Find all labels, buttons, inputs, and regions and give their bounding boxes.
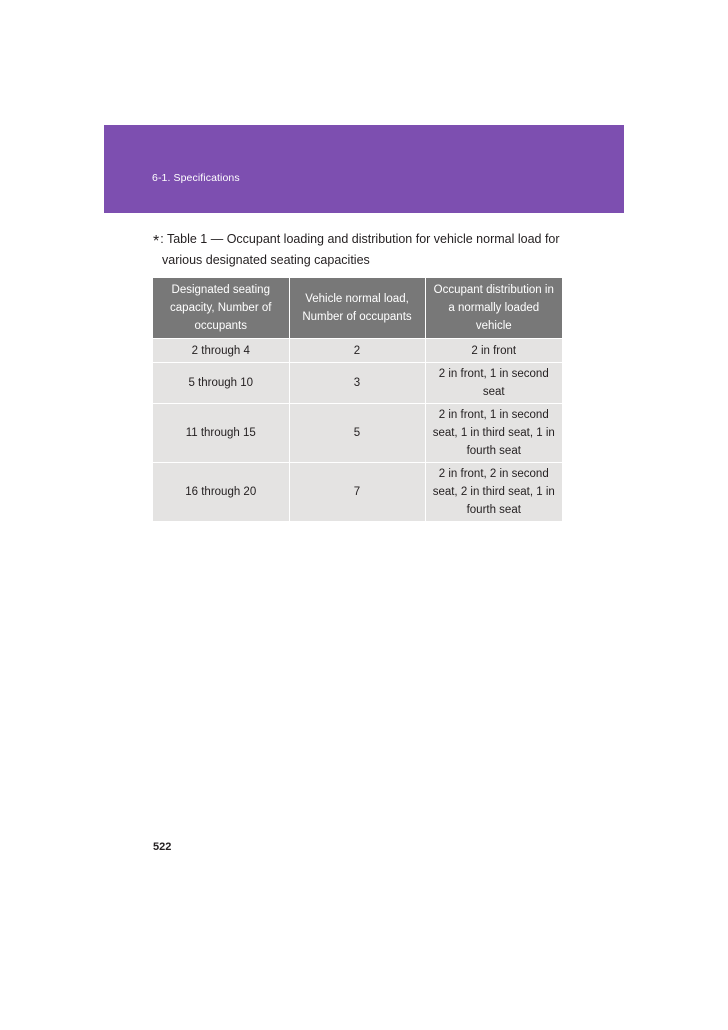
table-cell: 16 through 20 [153, 463, 289, 522]
table-cell: 5 [289, 404, 425, 463]
table-row [153, 363, 562, 404]
page-number: 522 [153, 841, 172, 853]
column-header-seating-capacity: Designated seating capacity, Number of occupants [153, 278, 289, 339]
table-row [153, 463, 562, 522]
table-header-row [153, 278, 562, 339]
table-cell: 2 through 4 [153, 339, 289, 363]
caption-line-1: : Table 1 — Occupant loading and distribution for vehicle normal load for [160, 232, 560, 246]
column-header-occupant-distribution: Occupant distribution in a normally loaded vehicle [425, 278, 562, 339]
table-cell: 2 in front [425, 339, 562, 363]
table-cell: 5 through 10 [153, 363, 289, 404]
caption-line-2: various designated seating capacities [162, 253, 370, 267]
table-cell: 7 [289, 463, 425, 522]
table-row [153, 339, 562, 363]
table-cell: 3 [289, 363, 425, 404]
footnote-marker: * [153, 233, 160, 250]
header-band [104, 125, 624, 213]
column-header-normal-load: Vehicle normal load, Number of occupants [289, 278, 425, 339]
table-row [153, 404, 562, 463]
table-cell: 11 through 15 [153, 404, 289, 463]
section-title: 6-1. Specifications [152, 172, 240, 184]
table-caption [153, 230, 573, 269]
table-cell: 2 in front, 1 in second seat [425, 363, 562, 404]
occupant-loading-table [153, 278, 562, 521]
table-cell: 2 in front, 2 in second seat, 2 in third seat, 1 in fourth seat [425, 463, 562, 522]
table-cell: 2 in front, 1 in second seat, 1 in third seat, 1 in fourth seat [425, 404, 562, 463]
table-cell: 2 [289, 339, 425, 363]
